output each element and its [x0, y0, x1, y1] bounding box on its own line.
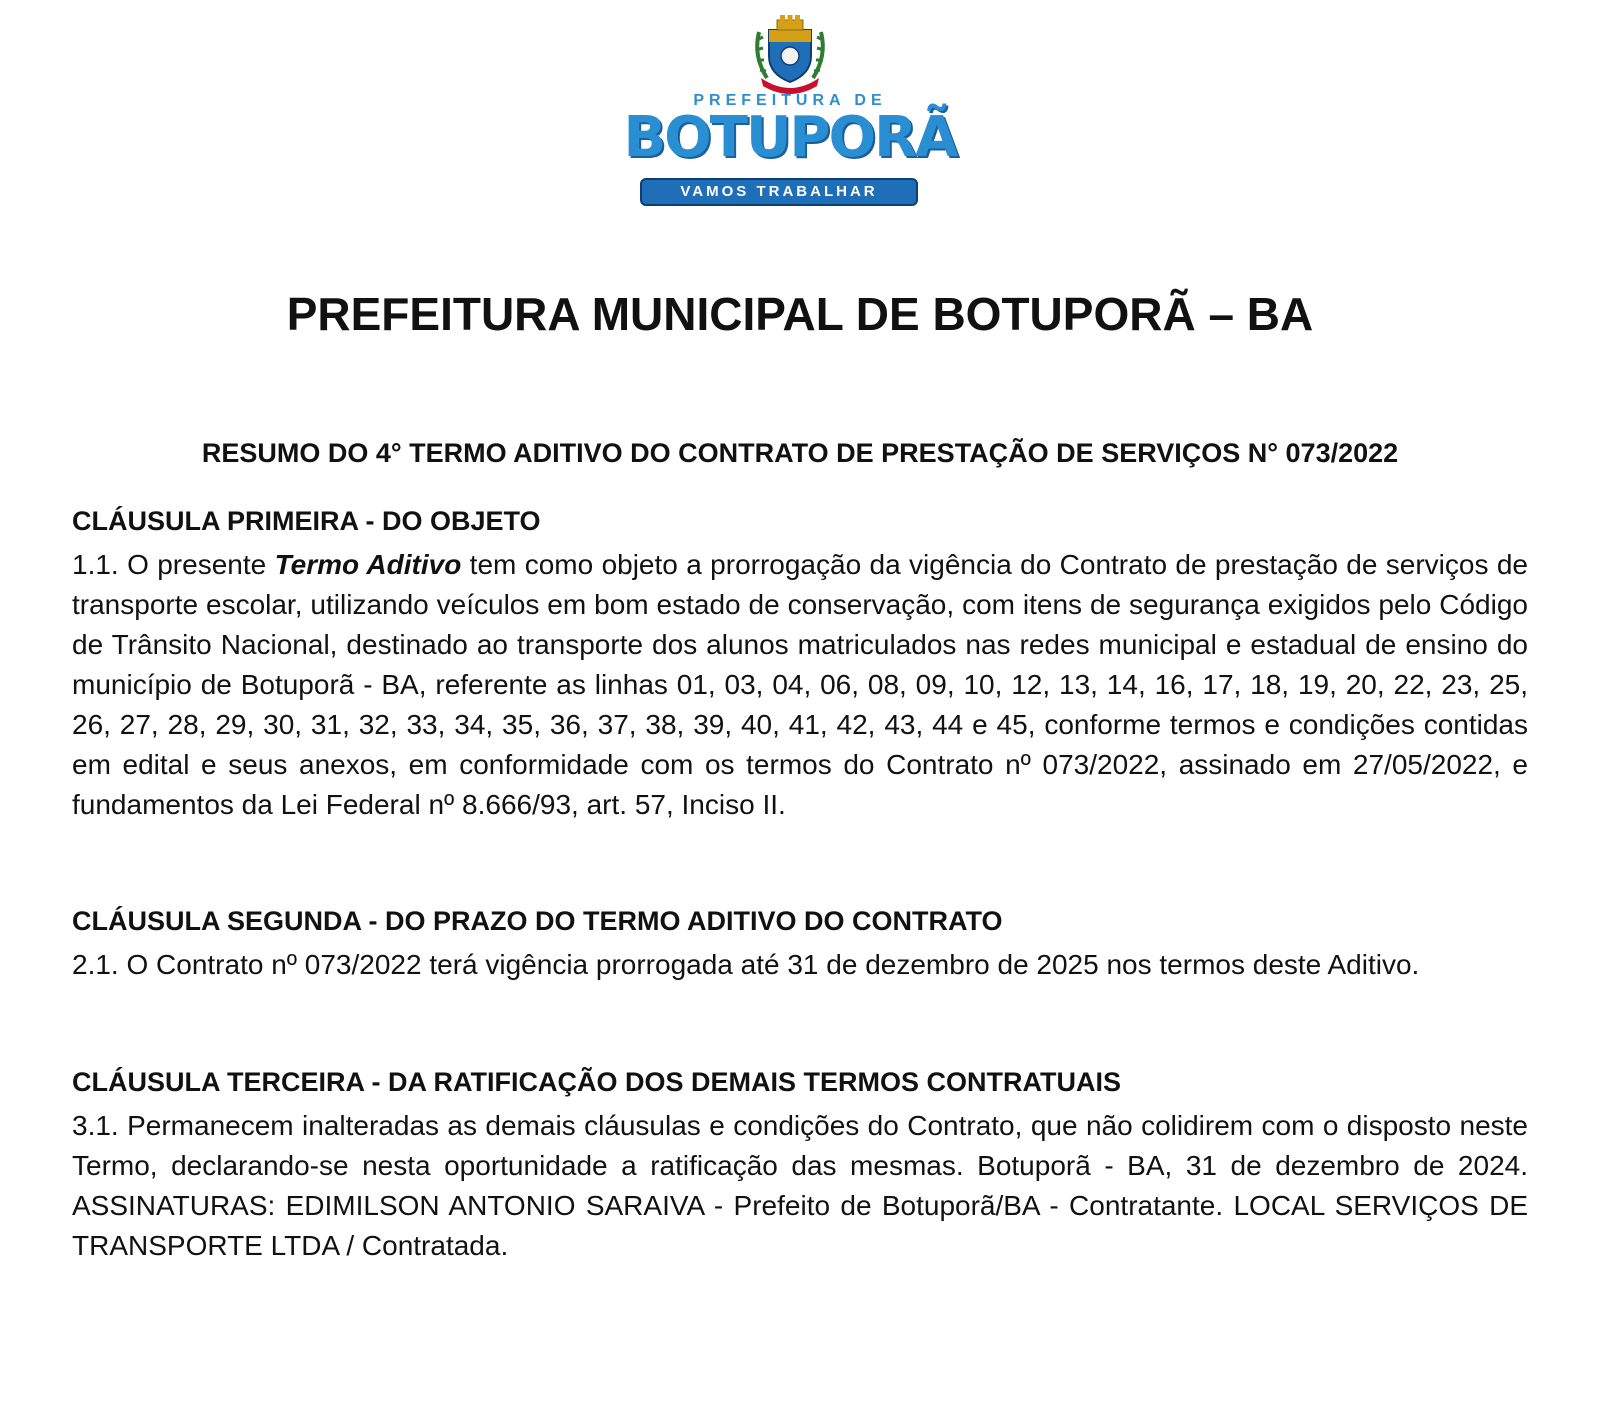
clause-body	[72, 545, 1528, 825]
clause-lead: 1.1. O presente	[72, 549, 275, 580]
clause-body: 3.1. Permanecem inalteradas as demais cláusulas e condições do Contrato, que não colidirem com o disposto neste Termo, declarando-se nesta oportunidade a ratificação das mesmas. Botuporã - BA, 31 de dezembro de 2024. ASSINATURAS: EDIMILSON ANTONIO SARAIVA - Prefeito de Botuporã/BA - Contratante. LOCAL SERVIÇOS DE TRANSPORTE LTDA / Contratada.	[72, 1110, 1528, 1261]
coat-of-arms-icon	[747, 12, 833, 96]
clause-emphasis: Termo Aditivo	[274, 549, 462, 580]
clause-segunda	[72, 903, 1528, 985]
municipal-logo	[620, 12, 960, 198]
clause-heading: CLÁUSULA PRIMEIRA - DO OBJETO	[72, 506, 541, 536]
clause-body: 2.1. O Contrato nº 073/2022 terá vigência prorrogada até 31 de dezembro de 2025 nos termos deste Aditivo.	[72, 949, 1420, 980]
logo-tagline: VAMOS TRABALHAR	[640, 178, 918, 206]
document-subtitle: RESUMO DO 4° TERMO ADITIVO DO CONTRATO DE PRESTAÇÃO DE SERVIÇOS N° 073/2022	[201, 438, 1399, 468]
logo-brand-text: BOTUPORÃ	[623, 105, 957, 170]
clause-heading: CLÁUSULA SEGUNDA - DO PRAZO DO TERMO ADITIVO DO CONTRATO	[72, 906, 1003, 936]
clause-terceira	[72, 1064, 1528, 1266]
clause-heading: CLÁUSULA TERCEIRA - DA RATIFICAÇÃO DOS DEMAIS TERMOS CONTRATUAIS	[72, 1067, 1121, 1097]
page-title: PREFEITURA MUNICIPAL DE BOTUPORÃ – BA	[286, 288, 1314, 340]
logo-top-text: PREFEITURA DE	[693, 92, 887, 109]
clause-text: tem como objeto a prorrogação da vigência do Contrato de prestação de serviços de transporte escolar, utilizando veículos em bom estado de conservação, com itens de segurança exigidos pelo Código de Trânsito Nacional, destinado ao transporte dos alunos matriculados nas redes municipal e estadual de ensino do município de Botuporã - BA, referente as linhas 01, 03, 04, 06, 08, 09, 10, 12, 13, 14, 16, 17, 18, 19, 20, 22, 23, 25, 26, 27, 28, 29, 30, 31, 32, 33, 34, 35, 36, 37, 38, 39, 40, 41, 42, 43, 44 e 45, conforme termos e condições contidas em edital e seus anexos, em conformidade com os termos do Contrato nº 073/2022, assinado em 27/05/2022, e fundamentos da Lei Federal nº 8.666/93, art. 57, Inciso II.	[72, 549, 1528, 820]
clause-primeira	[72, 503, 1528, 825]
